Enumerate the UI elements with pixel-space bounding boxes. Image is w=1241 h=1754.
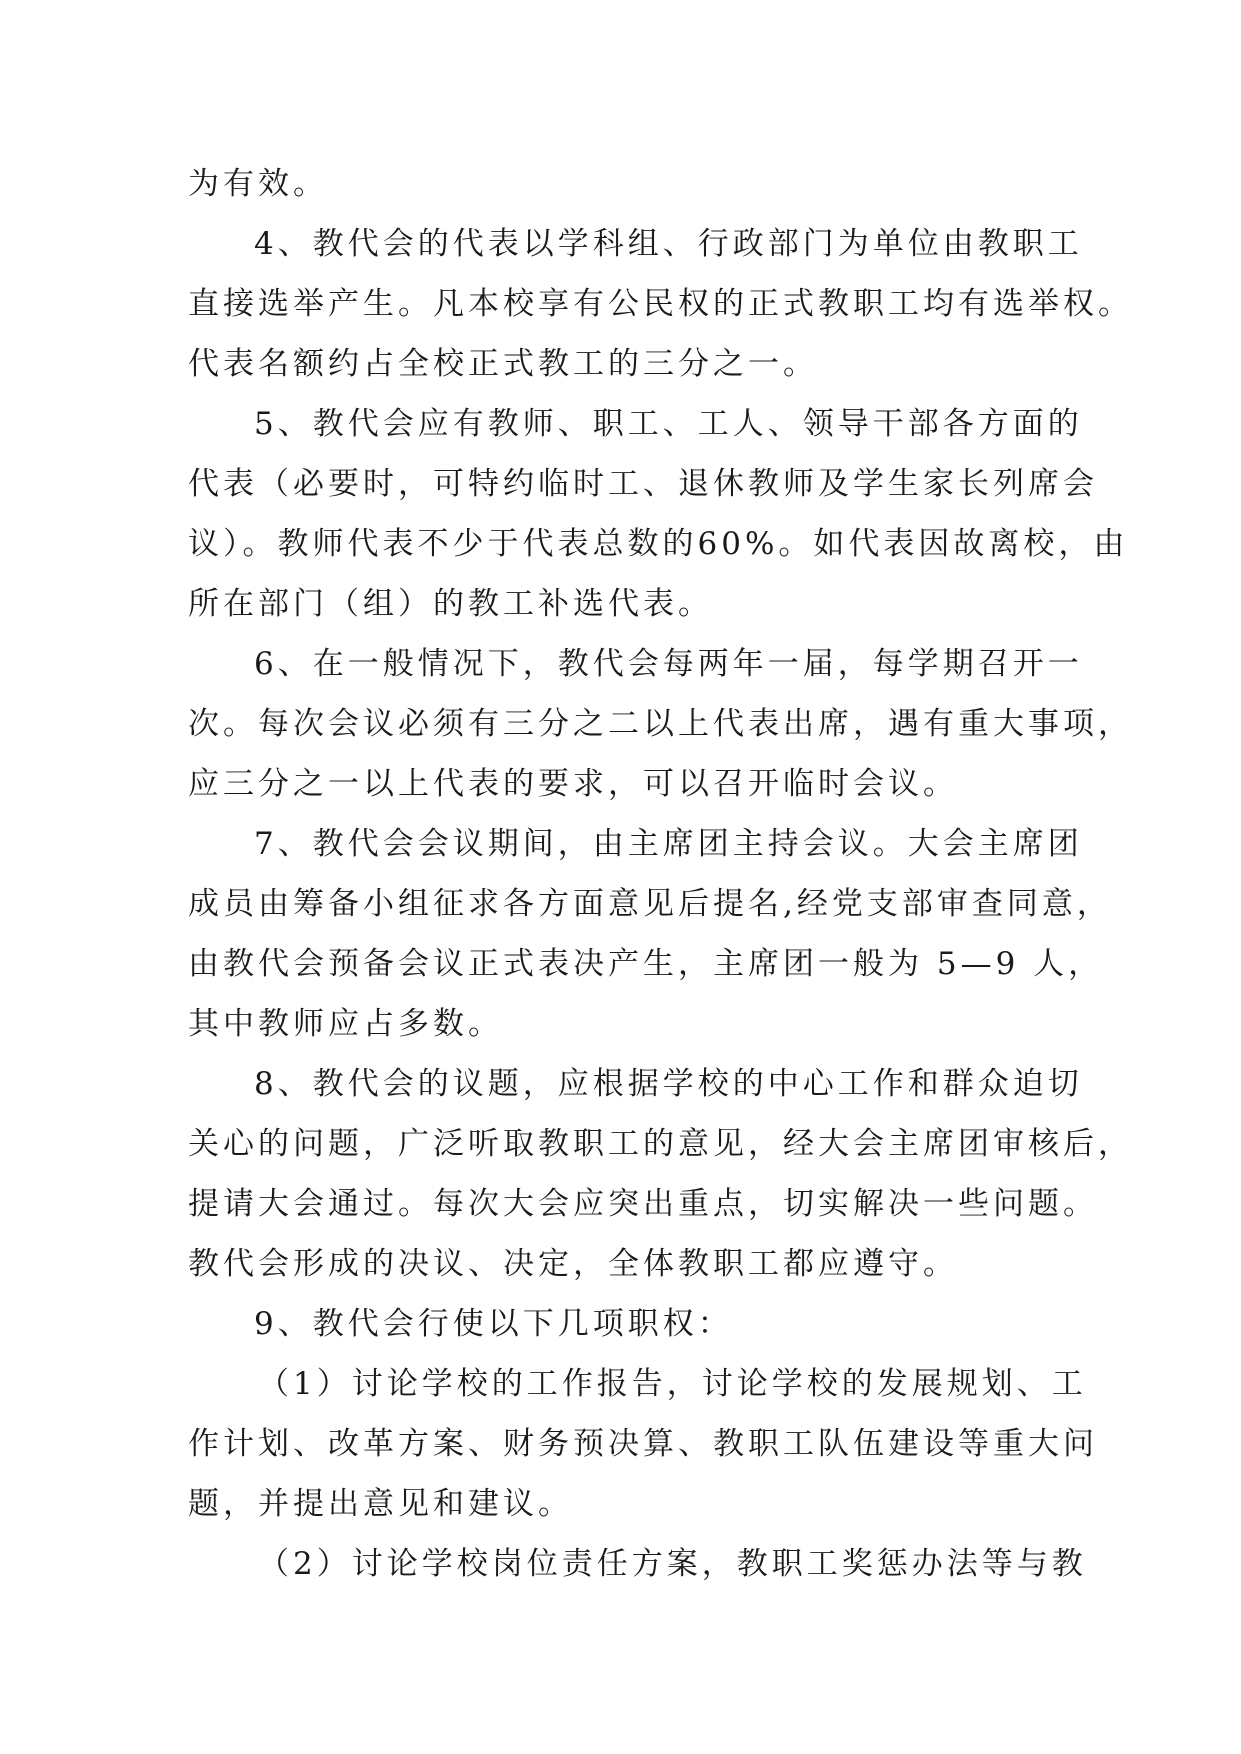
text-line: 6、在一般情况下，教代会每两年一届，每学期召开一 — [254, 646, 1083, 682]
text-line: 议）。教师代表不少于代表总数的60%。如代表因故离校，由 — [188, 526, 1129, 562]
text-line: 直接选举产生。凡本校享有公民权的正式教职工均有选举权。 — [188, 286, 1133, 322]
text-line: 成员由筹备小组征求各方面意见后提名,经党支部审查同意， — [188, 886, 1112, 922]
text-line: 5、教代会应有教师、职工、工人、领导干部各方面的 — [254, 406, 1083, 442]
text-line: 代表（必要时，可特约临时工、退休教师及学生家长列席会 — [188, 466, 1098, 502]
text-line: 8、教代会的议题，应根据学校的中心工作和群众迫切 — [254, 1066, 1083, 1102]
text-line: 题，并提出意见和建议。 — [188, 1486, 573, 1522]
text-line: 其中教师应占多数。 — [188, 1006, 503, 1042]
text-line: 代表名额约占全校正式教工的三分之一。 — [188, 346, 818, 382]
text-line: （2）讨论学校岗位责任方案，教职工奖惩办法等与教 — [258, 1546, 1087, 1582]
text-line: 9、教代会行使以下几项职权： — [254, 1306, 733, 1342]
text-line: 作计划、改革方案、财务预决算、教职工队伍建设等重大问 — [188, 1426, 1098, 1462]
text-line: 7、教代会会议期间，由主席团主持会议。大会主席团 — [254, 826, 1083, 862]
text-line: 次。每次会议必须有三分之二以上代表出席，遇有重大事项， — [188, 706, 1133, 742]
text-line: 所在部门（组）的教工补选代表。 — [188, 586, 713, 622]
text-line: 为有效。 — [188, 166, 328, 202]
text-line: 4、教代会的代表以学科组、行政部门为单位由教职工 — [254, 226, 1083, 262]
text-line: （1）讨论学校的工作报告，讨论学校的发展规划、工 — [258, 1366, 1087, 1402]
text-line: 由教代会预备会议正式表决产生，主席团一般为 5—9 人， — [188, 946, 1104, 982]
text-line: 关心的问题，广泛听取教职工的意见，经大会主席团审核后， — [188, 1126, 1133, 1162]
text-line: 应三分之一以上代表的要求，可以召开临时会议。 — [188, 766, 958, 802]
text-line: 提请大会通过。每次大会应突出重点，切实解决一些问题。 — [188, 1186, 1098, 1222]
text-line: 教代会形成的决议、决定，全体教职工都应遵守。 — [188, 1246, 958, 1282]
